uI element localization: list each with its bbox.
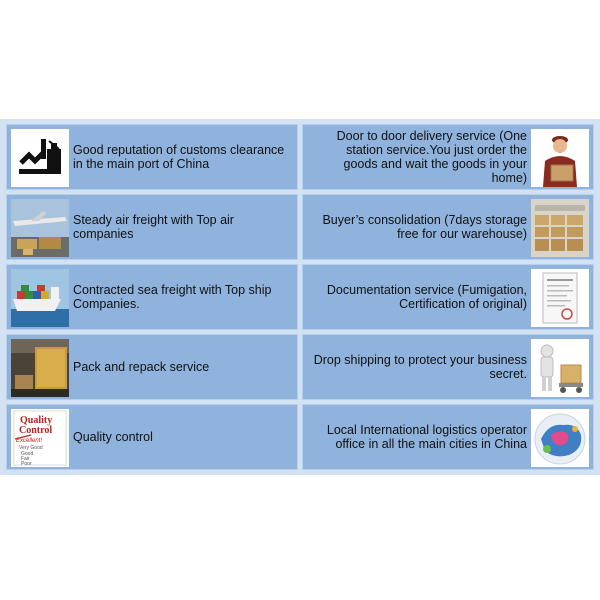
service-customs-clearance [6,124,298,190]
service-text: Pack and repack service [73,360,210,374]
china-map-icon [531,409,589,467]
service-text: Quality control [73,430,153,444]
service-text: Local International logistics operator office in all the main cities in China [326,423,527,451]
service-text: Good reputation of customs clearance in the main port of China [73,143,285,171]
very-good-word: Very Good [19,445,43,451]
service-text: Door to door delivery service (One station service.You just order the goods and wait the goods in your home) [336,129,527,185]
poor-word: Poor [21,461,32,467]
service-pack-repack [6,334,298,400]
good-word: Good [21,451,34,457]
service-text: Contracted sea freight with Top ship Companies. [73,283,272,311]
excellent-word: Excellent! [16,438,43,444]
service-text: Buyer’s consolidation (7days storage free for our warehouse) [322,213,527,241]
service-drop-shipping [302,334,594,400]
service-sea-freight [6,264,298,330]
drop-shipping-icon [531,339,589,397]
service-documentation [302,264,594,330]
service-consolidation [302,194,594,260]
airplane-icon [11,199,69,257]
service-air-freight [6,194,298,260]
fair-word: Fair [21,456,30,462]
ship-icon [11,269,69,327]
customs-icon [11,129,69,187]
delivery-man-icon [531,129,589,187]
document-icon [531,269,589,327]
quality-control-icon [11,409,69,467]
service-text: Documentation service (Fumigation, Certification of original) [326,283,527,311]
control-word: Control [19,425,53,436]
quality-word: Quality [20,415,53,426]
service-local-offices [302,404,594,470]
service-text: Drop shipping to protect your business secret. [313,353,527,381]
service-text: Steady air freight with Top air companies [73,213,234,241]
services-board [0,119,600,475]
packing-icon [11,339,69,397]
service-door-to-door [302,124,594,190]
service-quality-control [6,404,298,470]
warehouse-icon [531,199,589,257]
